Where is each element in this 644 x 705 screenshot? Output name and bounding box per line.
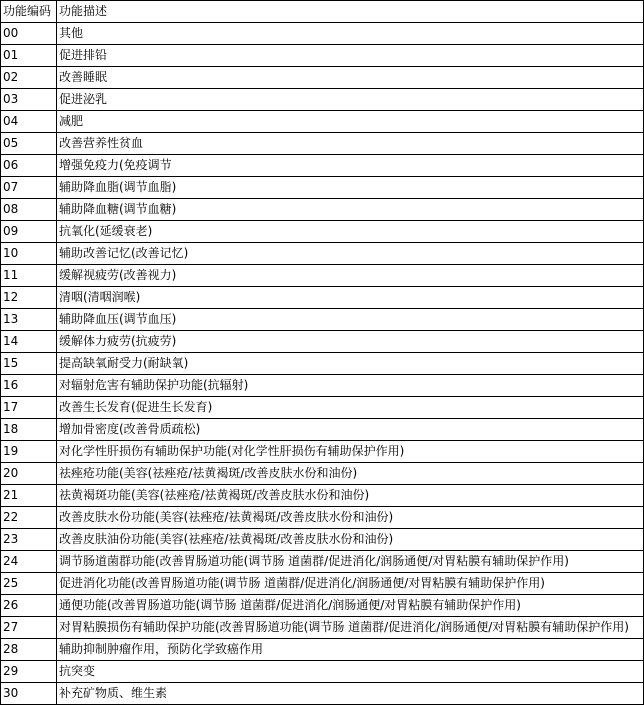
table-row	[1, 287, 644, 309]
row-description-cell: 改善皮肤油份功能(美容(祛痤疮/祛黄褐斑/改善皮肤水份和油份)	[57, 529, 644, 551]
row-code-cell: 27	[1, 617, 57, 639]
row-code-cell: 04	[1, 111, 57, 133]
column-header-code: 功能编码	[1, 1, 57, 23]
row-code-cell: 07	[1, 177, 57, 199]
row-code-cell: 02	[1, 67, 57, 89]
table-row	[1, 221, 644, 243]
row-code-cell: 28	[1, 639, 57, 661]
table-row	[1, 331, 644, 353]
row-code-cell: 29	[1, 661, 57, 683]
row-description-cell: 对辐射危害有辅助保护功能(抗辐射)	[57, 375, 644, 397]
row-description-cell: 调节肠道菌群功能(改善胃肠道功能(调节肠 道菌群/促进消化/润肠通便/对胃粘膜有辅助保护作用)	[57, 551, 644, 573]
row-description-cell: 改善生长发育(促进生长发育)	[57, 397, 644, 419]
table-row	[1, 133, 644, 155]
table-row	[1, 419, 644, 441]
table-row	[1, 89, 644, 111]
row-code-cell: 01	[1, 45, 57, 67]
row-description-cell: 抗氧化(延缓衰老)	[57, 221, 644, 243]
row-code-cell: 10	[1, 243, 57, 265]
row-code-cell: 06	[1, 155, 57, 177]
table-row	[1, 155, 644, 177]
row-description-cell: 对胃粘膜损伤有辅助保护功能(改善胃肠道功能(调节肠 道菌群/促进消化/润肠通便/对胃粘膜有辅助保护作用)	[57, 617, 644, 639]
table-header-row	[1, 1, 644, 23]
row-code-cell: 21	[1, 485, 57, 507]
row-code-cell: 16	[1, 375, 57, 397]
table-row	[1, 243, 644, 265]
table-row	[1, 111, 644, 133]
table-row	[1, 397, 644, 419]
row-code-cell: 12	[1, 287, 57, 309]
row-description-cell: 增加骨密度(改善骨质疏松)	[57, 419, 644, 441]
row-code-cell: 05	[1, 133, 57, 155]
row-description-cell: 辅助改善记忆(改善记忆)	[57, 243, 644, 265]
row-code-cell: 14	[1, 331, 57, 353]
table-row	[1, 45, 644, 67]
row-code-cell: 24	[1, 551, 57, 573]
table-row	[1, 595, 644, 617]
row-code-cell: 03	[1, 89, 57, 111]
row-description-cell: 对化学性肝损伤有辅助保护功能(对化学性肝损伤有辅助保护作用)	[57, 441, 644, 463]
row-description-cell: 促进泌乳	[57, 89, 644, 111]
row-description-cell: 缓解体力疲劳(抗疲劳)	[57, 331, 644, 353]
row-code-cell: 23	[1, 529, 57, 551]
row-description-cell: 改善睡眠	[57, 67, 644, 89]
table-body	[1, 23, 644, 705]
row-description-cell: 其他	[57, 23, 644, 45]
table-row	[1, 177, 644, 199]
table-row	[1, 661, 644, 683]
row-description-cell: 辅助降血糖(调节血糖)	[57, 199, 644, 221]
row-code-cell: 22	[1, 507, 57, 529]
row-code-cell: 13	[1, 309, 57, 331]
table-row	[1, 639, 644, 661]
table-row	[1, 573, 644, 595]
row-code-cell: 25	[1, 573, 57, 595]
table-row	[1, 441, 644, 463]
row-description-cell: 抗突变	[57, 661, 644, 683]
row-code-cell: 26	[1, 595, 57, 617]
row-code-cell: 15	[1, 353, 57, 375]
row-description-cell: 补充矿物质、维生素	[57, 683, 644, 705]
column-header-description: 功能描述	[57, 1, 644, 23]
row-code-cell: 17	[1, 397, 57, 419]
table-row	[1, 353, 644, 375]
table-row	[1, 683, 644, 705]
row-code-cell: 00	[1, 23, 57, 45]
row-description-cell: 辅助降血脂(调节血脂)	[57, 177, 644, 199]
row-description-cell: 减肥	[57, 111, 644, 133]
row-description-cell: 促进排铅	[57, 45, 644, 67]
row-description-cell: 缓解视疲劳(改善视力)	[57, 265, 644, 287]
table-row	[1, 309, 644, 331]
row-description-cell: 祛黄褐斑功能(美容(祛痤疮/祛黄褐斑/改善皮肤水份和油份)	[57, 485, 644, 507]
row-description-cell: 改善皮肤水份功能(美容(祛痤疮/祛黄褐斑/改善皮肤水份和油份)	[57, 507, 644, 529]
table-row	[1, 265, 644, 287]
row-code-cell: 18	[1, 419, 57, 441]
row-description-cell: 促进消化功能(改善胃肠道功能(调节肠 道菌群/促进消化/润肠通便/对胃粘膜有辅助保护作用)	[57, 573, 644, 595]
row-code-cell: 09	[1, 221, 57, 243]
row-description-cell: 提高缺氧耐受力(耐缺氧)	[57, 353, 644, 375]
row-code-cell: 19	[1, 441, 57, 463]
table-row	[1, 199, 644, 221]
table-row	[1, 507, 644, 529]
row-description-cell: 辅助降血压(调节血压)	[57, 309, 644, 331]
row-description-cell: 改善营养性贫血	[57, 133, 644, 155]
row-code-cell: 08	[1, 199, 57, 221]
row-code-cell: 30	[1, 683, 57, 705]
table-row	[1, 375, 644, 397]
row-description-cell: 清咽(清咽润喉)	[57, 287, 644, 309]
row-code-cell: 11	[1, 265, 57, 287]
row-description-cell: 辅助抑制肿瘤作用，预防化学致癌作用	[57, 639, 644, 661]
table-row	[1, 23, 644, 45]
table-row	[1, 463, 644, 485]
row-description-cell: 增强免疫力(免疫调节	[57, 155, 644, 177]
row-code-cell: 20	[1, 463, 57, 485]
table-row	[1, 617, 644, 639]
table-row	[1, 529, 644, 551]
table-row	[1, 485, 644, 507]
row-description-cell: 祛痤疮功能(美容(祛痤疮/祛黄褐斑/改善皮肤水份和油份)	[57, 463, 644, 485]
table-row	[1, 551, 644, 573]
table-row	[1, 67, 644, 89]
row-description-cell: 通便功能(改善胃肠道功能(调节肠 道菌群/促进消化/润肠通便/对胃粘膜有辅助保护作用)	[57, 595, 644, 617]
